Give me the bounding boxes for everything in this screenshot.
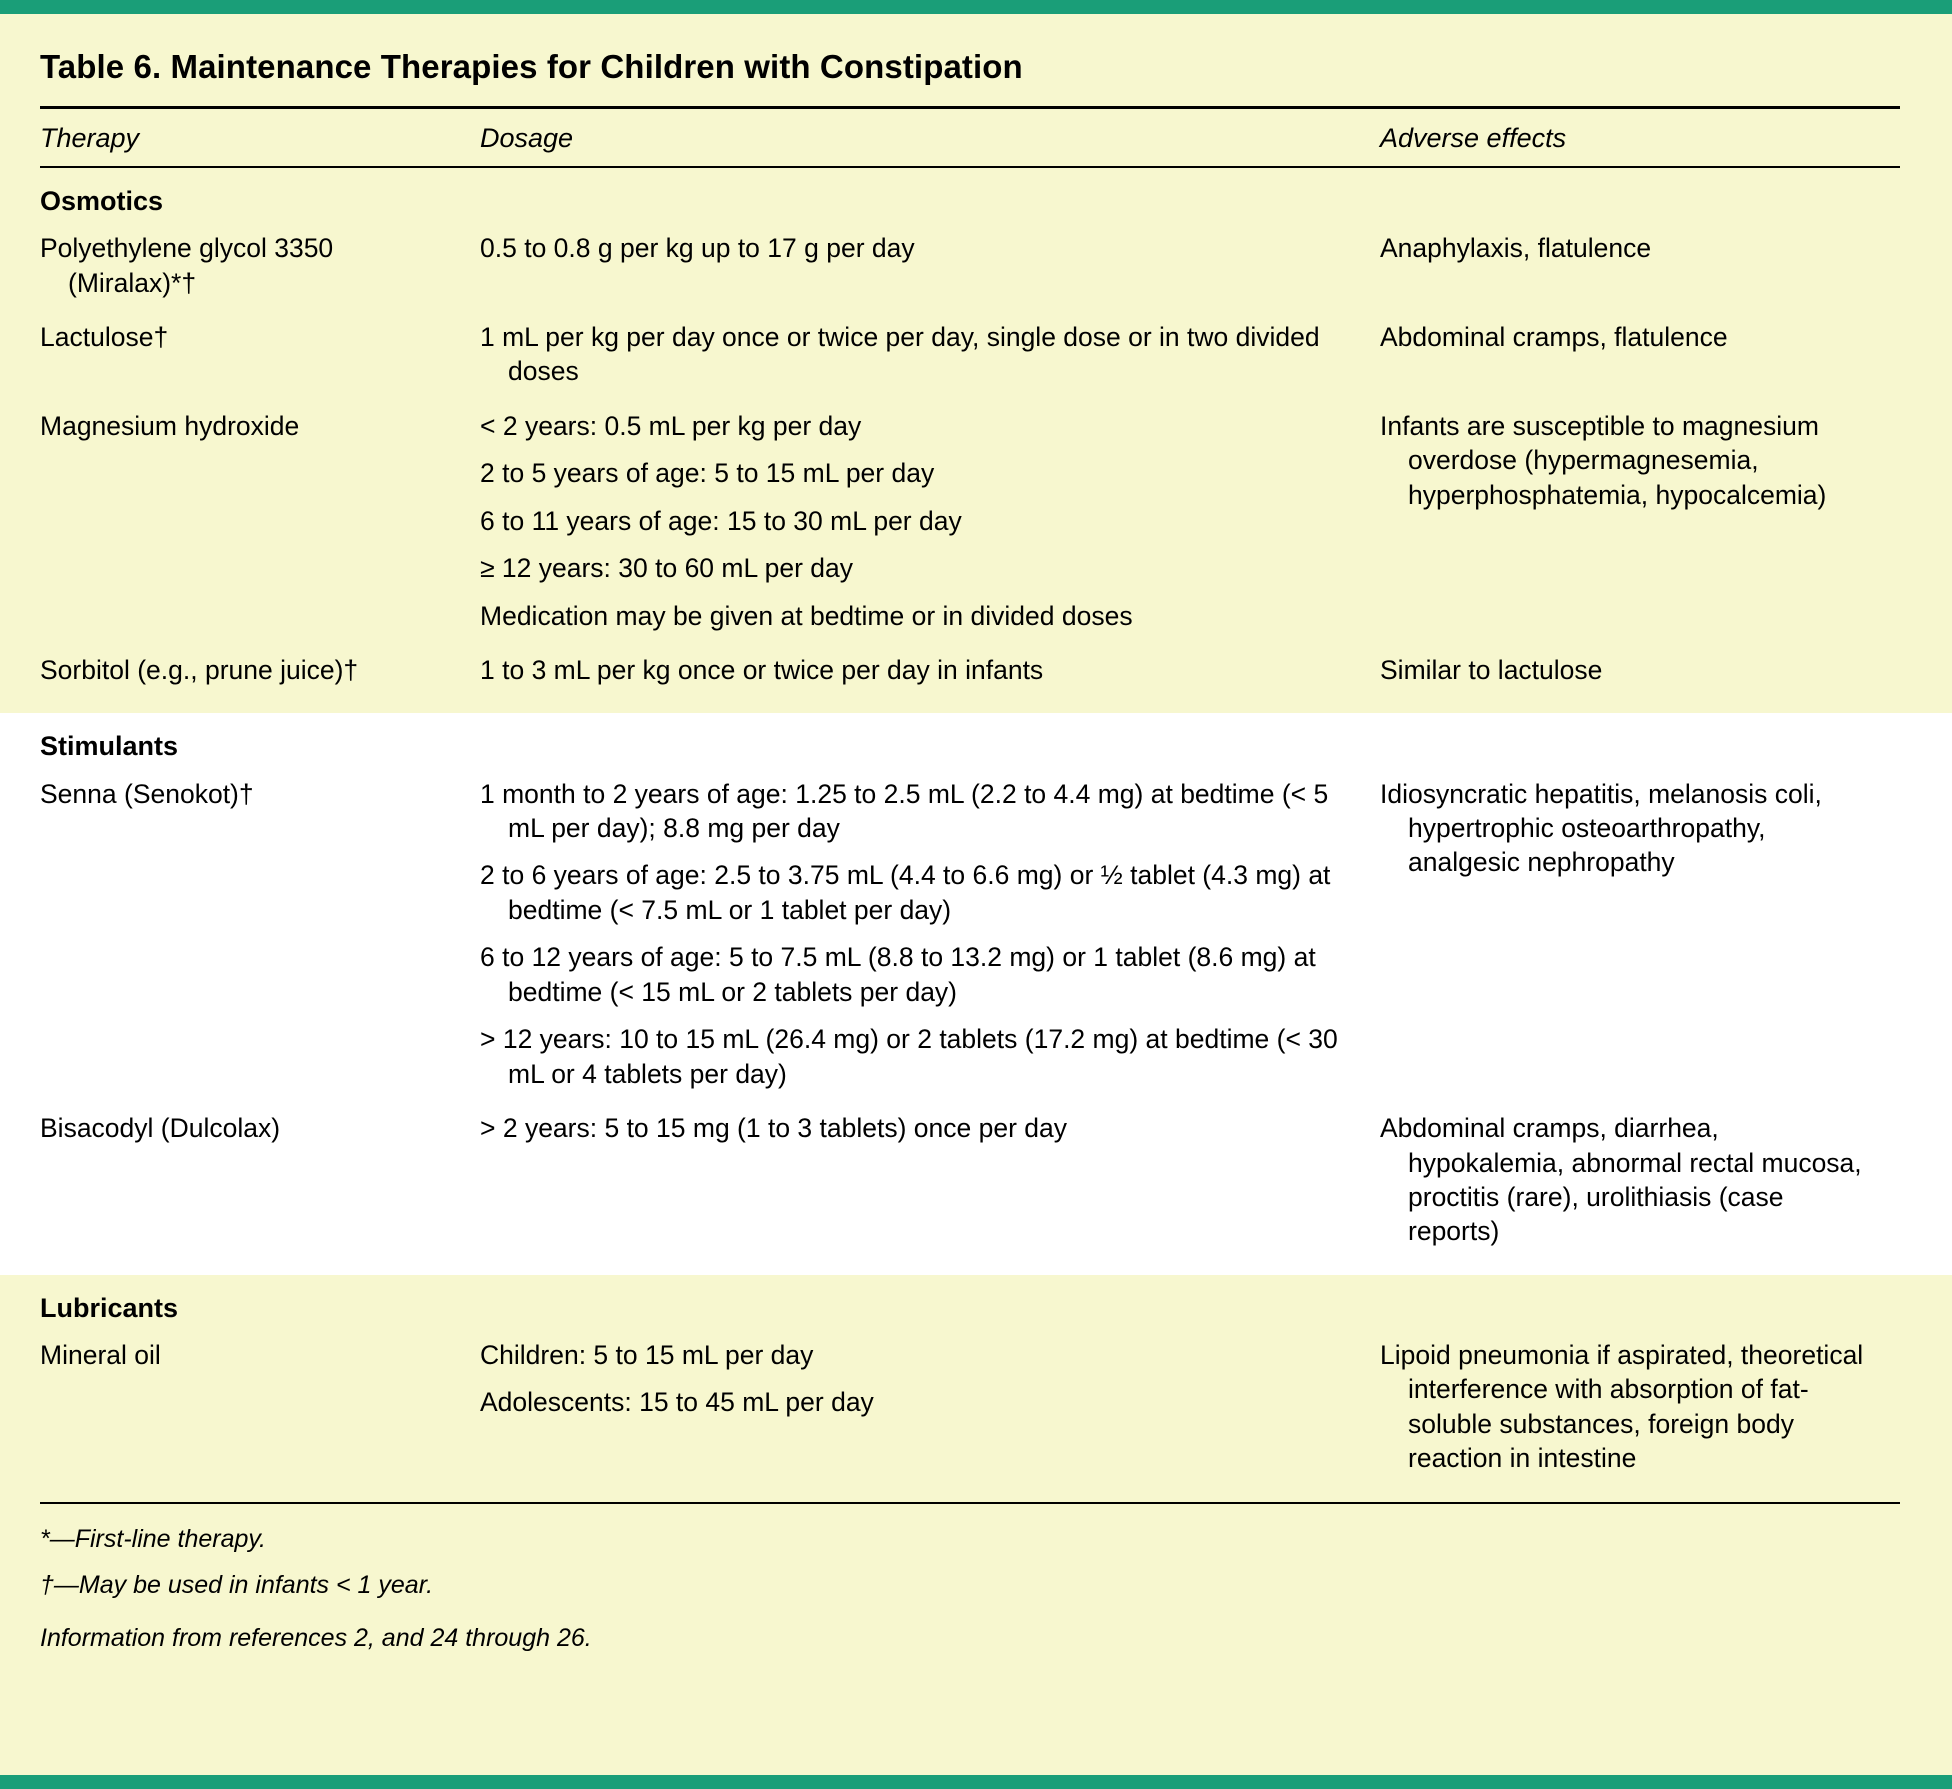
- footnote: *—First-line therapy.: [40, 1524, 266, 1553]
- adverse-line: Abdominal cramps, diarrhea, hypokalemia, abnormal rectal mucosa, proctitis (rare), urolithiasis (case reports): [1380, 1113, 1862, 1247]
- section-title-row: [40, 1275, 1900, 1330]
- section-title: Lubricants: [40, 1292, 179, 1323]
- cell-therapy: Polyethylene glycol 3350 (Miralax)*†: [40, 233, 334, 298]
- section-spacer: [40, 1261, 1900, 1275]
- section-table: [40, 1275, 1900, 1488]
- column-header-table: [40, 109, 1900, 166]
- cell-therapy: Mineral oil: [40, 1339, 161, 1370]
- footnote: †—May be used in infants < 1 year.: [40, 1571, 434, 1600]
- cell-adverse-effects: [1380, 645, 1900, 699]
- adverse-line: Abdominal cramps, flatulence: [1380, 321, 1728, 352]
- cell-adverse-effects: [1380, 769, 1900, 1104]
- table-row: [40, 769, 1900, 1104]
- adverse-line: Anaphylaxis, flatulence: [1380, 233, 1652, 264]
- table-row: [40, 1103, 1900, 1261]
- dosage-line: 6 to 12 years of age: 5 to 7.5 mL (8.8 to 13.2 mg) or 1 tablet (8.6 mg) at bedtime (< 15 mL or 2 tablets per day): [480, 942, 1316, 1007]
- table-row: [40, 401, 1900, 645]
- column-header-row: [40, 109, 1900, 166]
- column-header-wrap: [0, 109, 1952, 168]
- cell-dosage: [480, 223, 1380, 312]
- dosage-line: 1 to 3 mL per kg once or twice per day in infants: [480, 655, 1044, 686]
- table-row: [40, 312, 1900, 401]
- cell-dosage: [480, 1330, 1380, 1488]
- footnote: Information from references 2, and 24 through 26.: [40, 1624, 592, 1653]
- section-title: Stimulants: [40, 731, 179, 762]
- column-header-dosage: Dosage: [480, 123, 574, 153]
- cell-therapy: Lactulose†: [40, 321, 169, 352]
- dosage-line: 1 mL per kg per day once or twice per day, single dose or in two divided doses: [480, 321, 1320, 387]
- dosage-line: ≥ 12 years: 30 to 60 mL per day: [480, 553, 853, 584]
- section-title: Osmotics: [40, 186, 164, 216]
- adverse-line: Similar to lactulose: [1380, 655, 1603, 686]
- table-row: [40, 1330, 1900, 1488]
- section-title-row: [40, 168, 1900, 223]
- dosage-line: 2 to 5 years of age: 5 to 15 mL per day: [480, 458, 935, 489]
- cell-adverse-effects: [1380, 1330, 1900, 1488]
- cell-adverse-effects: [1380, 312, 1900, 401]
- table-row: [40, 223, 1900, 312]
- footnotes: [0, 1504, 1952, 1668]
- cell-dosage: [480, 312, 1380, 401]
- table-section: [0, 713, 1952, 1274]
- table-header-area: [0, 14, 1952, 109]
- dosage-line: 6 to 11 years of age: 15 to 30 mL per day: [480, 505, 962, 536]
- dosage-line: > 2 years: 5 to 15 mg (1 to 3 tablets) once per day: [480, 1113, 1068, 1144]
- cell-dosage: [480, 1103, 1380, 1261]
- cell-dosage: [480, 401, 1380, 645]
- section-title-row: [40, 713, 1900, 768]
- adverse-line: Lipoid pneumonia if aspirated, theoretical interference with absorption of fat-soluble substances, foreign body reaction in intestine: [1380, 1339, 1864, 1474]
- dosage-line: 0.5 to 0.8 g per kg up to 17 g per day: [480, 233, 915, 264]
- adverse-line: Idiosyncratic hepatitis, melanosis coli, hypertrophic osteoarthropathy, analgesic nephropathy: [1380, 778, 1822, 878]
- table-section: [0, 1275, 1952, 1502]
- dosage-line: < 2 years: 0.5 mL per kg per day: [480, 410, 862, 441]
- adverse-line: Infants are susceptible to magnesium overdose (hypermagnesemia, hyperphosphatemia, hypocalcemia): [1380, 410, 1827, 510]
- cell-adverse-effects: [1380, 1103, 1900, 1261]
- dosage-line: Adolescents: 15 to 45 mL per day: [480, 1387, 874, 1418]
- dosage-line: > 12 years: 10 to 15 mL (26.4 mg) or 2 tablets (17.2 mg) at bedtime (< 30 mL or 4 tablets per day): [480, 1024, 1338, 1089]
- table-row: [40, 645, 1900, 699]
- column-header-adverse: Adverse effects: [1380, 123, 1567, 153]
- cell-adverse-effects: [1380, 401, 1900, 645]
- cell-adverse-effects: [1380, 223, 1900, 312]
- column-header-therapy: Therapy: [40, 123, 140, 153]
- table-section: [0, 168, 1952, 713]
- dosage-line: Medication may be given at bedtime or in divided doses: [480, 600, 1133, 631]
- cell-dosage: [480, 769, 1380, 1104]
- cell-dosage: [480, 645, 1380, 699]
- cell-therapy: Magnesium hydroxide: [40, 410, 300, 441]
- dosage-line: 1 month to 2 years of age: 1.25 to 2.5 mL (2.2 to 4.4 mg) at bedtime (< 5 mL per day); 8.8 mg per day: [480, 778, 1329, 843]
- table-sections: [0, 168, 1952, 1502]
- cell-therapy: Bisacodyl (Dulcolax): [40, 1113, 281, 1144]
- section-table: [40, 168, 1900, 699]
- section-spacer: [40, 699, 1900, 713]
- cell-therapy: Senna (Senokot)†: [40, 778, 254, 809]
- dosage-line: Children: 5 to 15 mL per day: [480, 1339, 814, 1370]
- dosage-line: 2 to 6 years of age: 2.5 to 3.75 mL (4.4 to 6.6 mg) or ½ tablet (4.3 mg) at bedtime (< 7.5 mL or 1 tablet per day): [480, 860, 1331, 925]
- section-table: [40, 713, 1900, 1260]
- cell-therapy: Sorbitol (e.g., prune juice)†: [40, 655, 359, 686]
- section-spacer: [40, 1488, 1900, 1502]
- page-title: Table 6. Maintenance Therapies for Children with Constipation: [40, 48, 1023, 85]
